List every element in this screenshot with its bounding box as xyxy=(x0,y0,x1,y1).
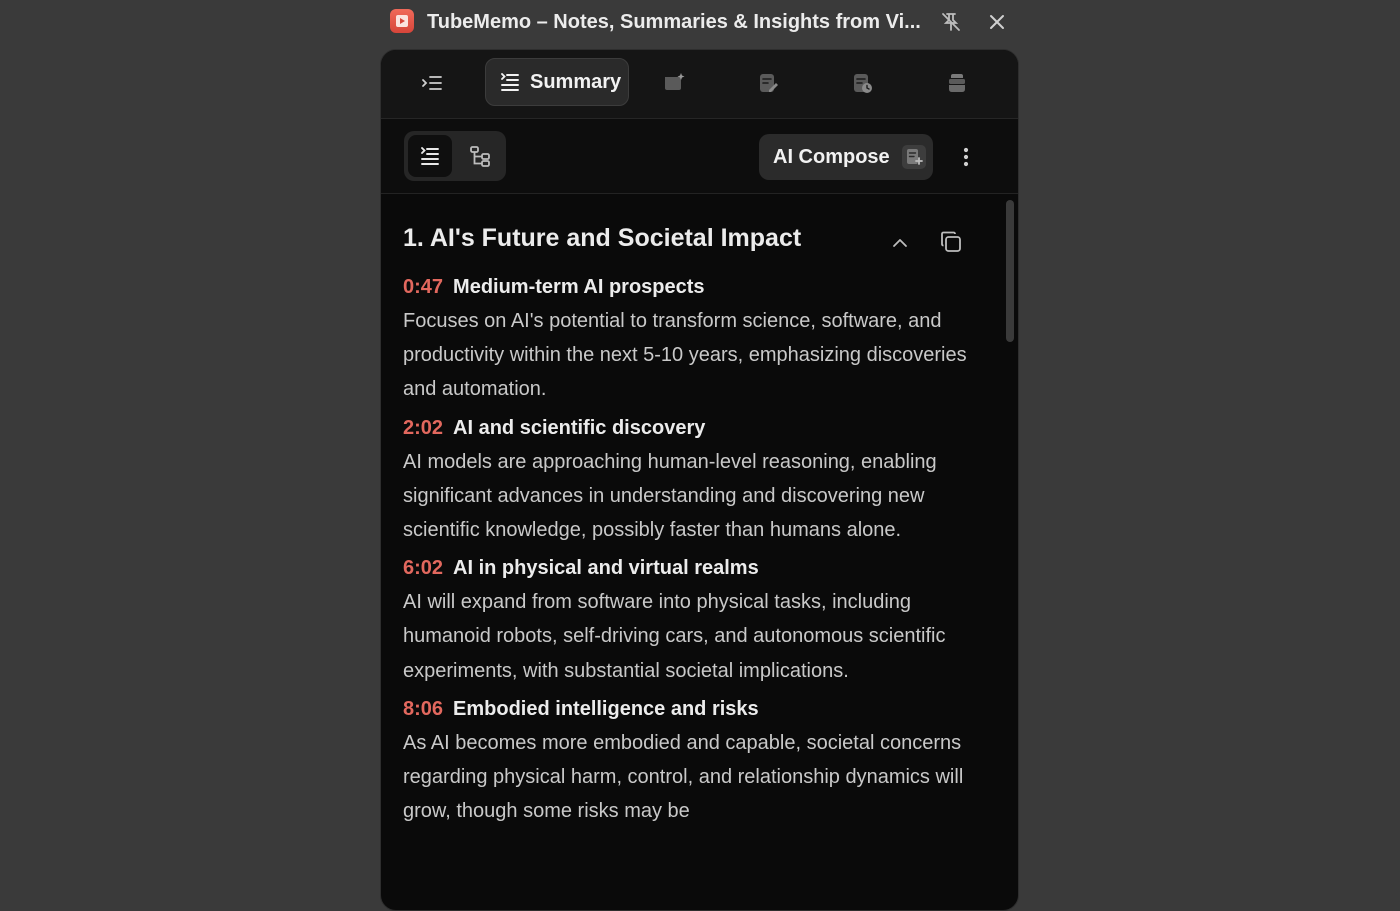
history-note-icon xyxy=(851,72,873,94)
tab-notes[interactable] xyxy=(748,64,788,102)
tab-ai-chat[interactable] xyxy=(654,64,694,102)
section-title: 1. AI's Future and Societal Impact xyxy=(403,224,802,252)
summary-items xyxy=(403,270,983,832)
window-title: TubeMemo – Notes, Summaries & Insights from Vi... xyxy=(427,11,921,33)
tab-outline[interactable] xyxy=(412,64,452,102)
item-description: AI models are approaching human-level reasoning, enabling significant advances in understanding and discovering new scientific knowledge, possibly faster than humans alone. xyxy=(403,450,937,542)
more-options-button[interactable] xyxy=(953,143,979,171)
mindmap-view-icon xyxy=(469,145,491,167)
list-view-button[interactable] xyxy=(408,135,452,177)
ai-compose-button[interactable] xyxy=(759,134,933,180)
summary-toolbar xyxy=(381,119,1018,194)
ai-chat-icon xyxy=(662,72,686,94)
more-vertical-icon xyxy=(963,147,969,167)
summary-item xyxy=(403,411,983,548)
summary-item xyxy=(403,692,983,829)
tab-archive[interactable] xyxy=(937,64,977,102)
copy-section-button[interactable] xyxy=(937,228,965,256)
timestamp-link[interactable]: 6:02 xyxy=(403,557,444,580)
summary-item xyxy=(403,551,983,688)
summary-list-icon xyxy=(500,72,520,92)
summary-item xyxy=(403,270,983,407)
item-description: Focuses on AI's potential to transform science, software, and productivity within the next 5-10 years, emphasizing discoveries and automation. xyxy=(403,310,967,401)
tubememo-play-icon xyxy=(390,9,414,33)
archive-stack-icon xyxy=(946,72,968,94)
item-description: AI will expand from software into physical tasks, including humanoid robots, self-driving cars, and autonomous scientific experiments, with substantial societal implications. xyxy=(403,591,946,682)
item-heading: Embodied intelligence and risks xyxy=(453,697,759,720)
unpin-icon xyxy=(940,11,962,33)
outline-list-icon xyxy=(421,73,443,93)
compose-note-icon xyxy=(902,145,926,169)
unpin-button[interactable] xyxy=(938,9,964,35)
tab-bar xyxy=(381,50,1018,119)
timestamp-link[interactable]: 0:47 xyxy=(403,276,444,298)
list-view-icon xyxy=(420,146,440,166)
side-panel xyxy=(380,49,1019,911)
chevron-up-icon xyxy=(892,238,908,248)
view-mode-toggle xyxy=(404,131,506,181)
item-heading: AI in physical and virtual realms xyxy=(453,557,759,580)
tab-summary[interactable] xyxy=(485,58,629,106)
timestamp-link[interactable]: 2:02 xyxy=(403,416,444,439)
summary-content[interactable] xyxy=(381,194,1018,910)
tab-summary-label: Summary xyxy=(530,70,622,93)
item-heading: AI and scientific discovery xyxy=(453,416,706,439)
item-description: As AI becomes more embodied and capable, societal concerns regarding physical harm, control, and relationship dynamics will grow, though some risks may be xyxy=(403,731,964,823)
mindmap-view-button[interactable] xyxy=(458,135,502,177)
scrollbar-thumb[interactable] xyxy=(1006,200,1014,342)
copy-icon xyxy=(939,230,963,254)
timestamp-link[interactable]: 8:06 xyxy=(403,697,444,720)
window-titlebar xyxy=(380,0,1018,44)
close-button[interactable] xyxy=(984,9,1010,35)
item-heading: Medium-term AI prospects xyxy=(453,276,705,298)
ai-compose-label: AI Compose xyxy=(773,145,890,168)
close-icon xyxy=(988,13,1006,31)
collapse-section-button[interactable] xyxy=(887,230,913,256)
note-edit-icon xyxy=(757,72,779,94)
tab-history[interactable] xyxy=(842,64,882,102)
